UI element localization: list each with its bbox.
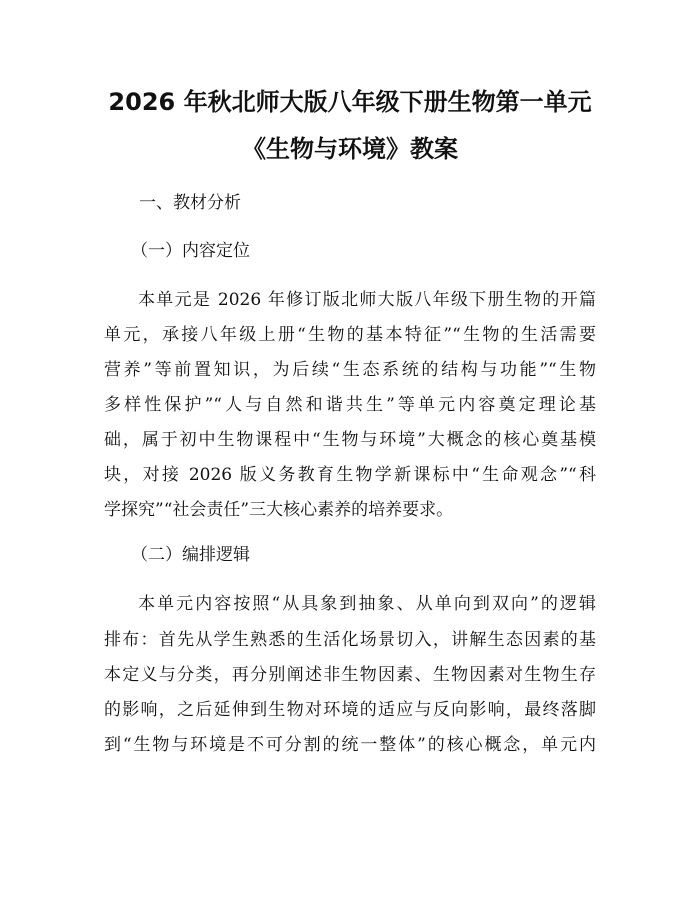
- paragraph-line: 学探究”“社会责任”三大核心素养的培养要求。: [104, 500, 454, 520]
- paragraph-line: 排布：首先从学生熟悉的生活化场景切入，讲解生态因素的基: [104, 630, 596, 650]
- paragraph-line: 本定义与分类，再分别阐述非生物因素、生物因素对生物生存: [104, 665, 596, 685]
- paragraph-line: 本单元是 2026 年修订版北师大版八年级下册生物的开篇: [138, 290, 596, 310]
- paragraph-line: 多样性保护”“人与自然和谐共生”等单元内容奠定理论基: [104, 395, 596, 415]
- subsection-heading-arrangement-logic: （二）编排逻辑: [131, 545, 250, 565]
- paragraph-line: 营养”等前置知识，为后续“生态系统的结构与功能”“生物: [104, 360, 596, 380]
- document-title-line-2: 《生物与环境》教案: [242, 135, 458, 163]
- paragraph-line: 的影响，之后延伸到生物对环境的适应与反向影响，最终落脚: [104, 700, 596, 720]
- subsection-heading-content-positioning: （一）内容定位: [131, 241, 250, 261]
- paragraph-line: 块，对接 2026 版义务教育生物学新课标中“生命观念”“科: [104, 465, 596, 485]
- paragraph-line: 础，属于初中生物课程中“生物与环境”大概念的核心奠基模: [104, 430, 596, 450]
- section-heading-teaching-material-analysis: 一、教材分析: [139, 193, 241, 213]
- document-title-line-1: 2026 年秋北师大版八年级下册生物第一单元: [108, 88, 592, 116]
- paragraph-line: 单元，承接八年级上册“生物的基本特征”“生物的生活需要: [104, 325, 596, 345]
- paragraph-line: 到“生物与环境是不可分割的统一整体”的核心概念，单元内: [104, 735, 596, 755]
- paragraph-line: 本单元内容按照“从具象到抽象、从单向到双向”的逻辑: [138, 594, 596, 614]
